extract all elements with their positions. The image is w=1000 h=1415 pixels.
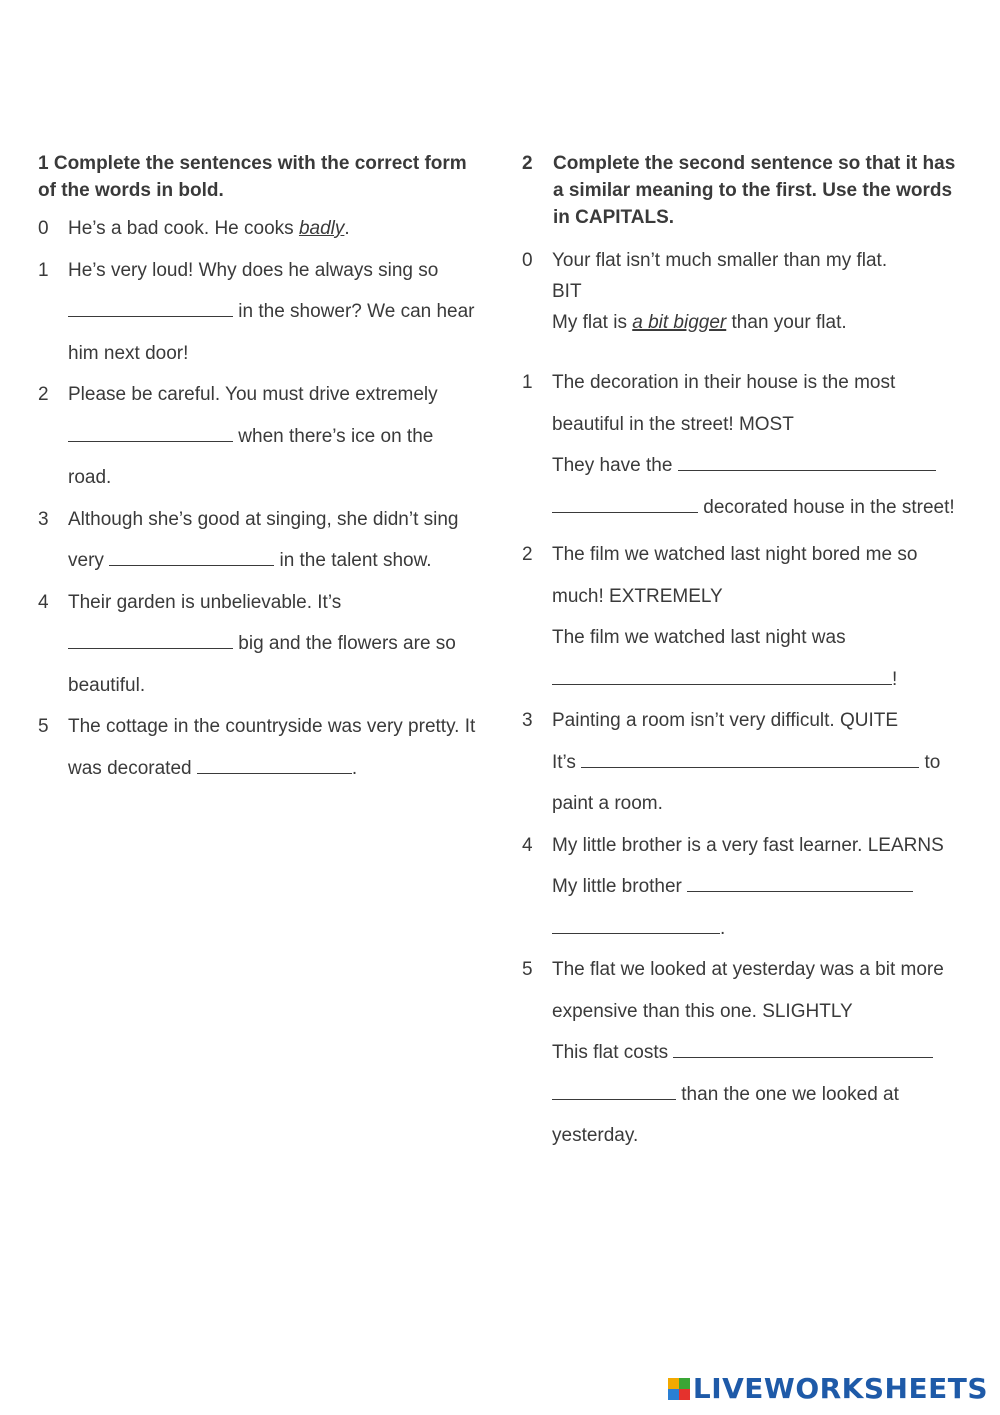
item-text: . [720,917,726,939]
item-text: than the one we looked at yesterday. [552,1083,899,1146]
item-number: 5 [522,959,533,980]
item-text: He’s a bad cook. He cooks [68,218,299,239]
ex2-item-1 [522,362,962,528]
answer-blank-5a[interactable] [673,1039,933,1058]
item-text: . [344,218,350,239]
liveworksheets-logo [668,1372,988,1405]
item-text: to paint a room. [552,751,941,814]
example-rewrite [552,307,962,338]
item-question: The decoration in their house is the most beautiful in the street! MOST [552,372,896,435]
item-text: Although she’s good at singing, she didn’t sing very [68,508,459,571]
ex2-item-3 [522,700,962,825]
ex2-item-4 [522,825,962,950]
item-number: 0 [522,250,533,271]
item-question: The film we watched last night bored me so much! EXTREMELY [552,544,918,607]
item-text: decorated house in the street! [698,496,955,518]
item-text: The film we watched last night was [552,627,846,648]
item-text: He’s very loud! Why does he always sing so [68,259,439,281]
answer-blank-5[interactable] [197,755,352,774]
item-text: in the shower? We can hear him next door! [68,301,475,364]
logo-square [668,1378,679,1389]
ex1-item-1 [38,250,478,375]
item-text: than your flat. [726,312,847,333]
item-number: 3 [522,710,533,731]
answer-blank-5b[interactable] [552,1081,676,1100]
answer-blank-1[interactable] [68,298,233,317]
answer-blank-4a[interactable] [687,873,913,892]
item-text: in the talent show. [274,550,432,571]
heading-text: Complete the second sentence so that it has a similar meaning to the first. Use the words in CAPITALS. [553,153,956,228]
ex1-item-2 [38,374,478,499]
item-text: It’s [552,751,582,773]
logo-text: LIVEWORKSHEETS [692,1372,988,1405]
item-question: Painting a room isn’t very difficult. QUITE [552,710,898,731]
item-number: 2 [522,544,533,565]
exercise-1 [38,150,478,789]
item-text: This flat costs [552,1042,674,1063]
item-text: My flat is [552,312,633,333]
exercise-number: 2 [522,153,533,174]
answer-blank-3[interactable] [109,547,274,566]
exercise-2 [522,150,962,1157]
ex2-item-5 [522,949,962,1157]
answer-blank-2[interactable] [68,423,233,442]
item-number: 1 [38,259,49,281]
ex2-item-2 [522,534,962,700]
item-number: 2 [38,384,49,405]
answer-blank-2[interactable] [552,666,892,685]
example-keyword: BIT [552,281,582,302]
logo-mark-icon [668,1378,690,1400]
answer-blank-3[interactable] [581,749,919,768]
ex1-item-3 [38,499,478,582]
answer-blank-1a[interactable] [678,452,936,471]
answer-blank-4b[interactable] [552,915,720,934]
ex1-item-0 [38,208,478,250]
item-text: They have the [552,455,678,476]
item-text: Please be careful. You must drive extremely [68,384,438,405]
example-sentence: Your flat isn’t much smaller than my flat. [552,250,888,271]
logo-square [679,1389,690,1400]
item-text: . [351,757,358,779]
example-answer: badly [298,218,345,239]
ex1-item-4 [38,582,478,707]
item-question: The flat we looked at yesterday was a bit more expensive than this one. SLIGHTLY [552,959,944,1022]
item-question: My little brother is a very fast learner. LEARNS [552,834,944,856]
item-text: ! [892,668,898,690]
item-text: The cottage in the countryside was very pretty. It was decorated [68,716,476,779]
logo-square [668,1389,679,1400]
item-number: 4 [38,591,49,613]
exercise-1-heading: 1 Complete the sentences with the correct form of the words in bold. [38,153,467,201]
answer-blank-4[interactable] [68,630,233,649]
logo-square [679,1378,690,1389]
ex1-item-5 [38,706,478,789]
item-number: 5 [38,716,49,737]
item-number: 3 [38,508,49,530]
exercise-2-heading [522,150,962,231]
item-number: 1 [522,372,533,393]
item-text: Their garden is unbelievable. It’s [68,591,342,613]
answer-blank-1b[interactable] [552,494,698,513]
item-text: when there’s ice on the road. [68,425,434,488]
item-text: My little brother [552,876,688,897]
example-answer: a bit bigger [632,312,727,333]
ex2-example [522,245,962,338]
item-number: 4 [522,834,533,856]
item-number: 0 [38,218,49,239]
item-text: big and the flowers are so beautiful. [68,633,456,696]
